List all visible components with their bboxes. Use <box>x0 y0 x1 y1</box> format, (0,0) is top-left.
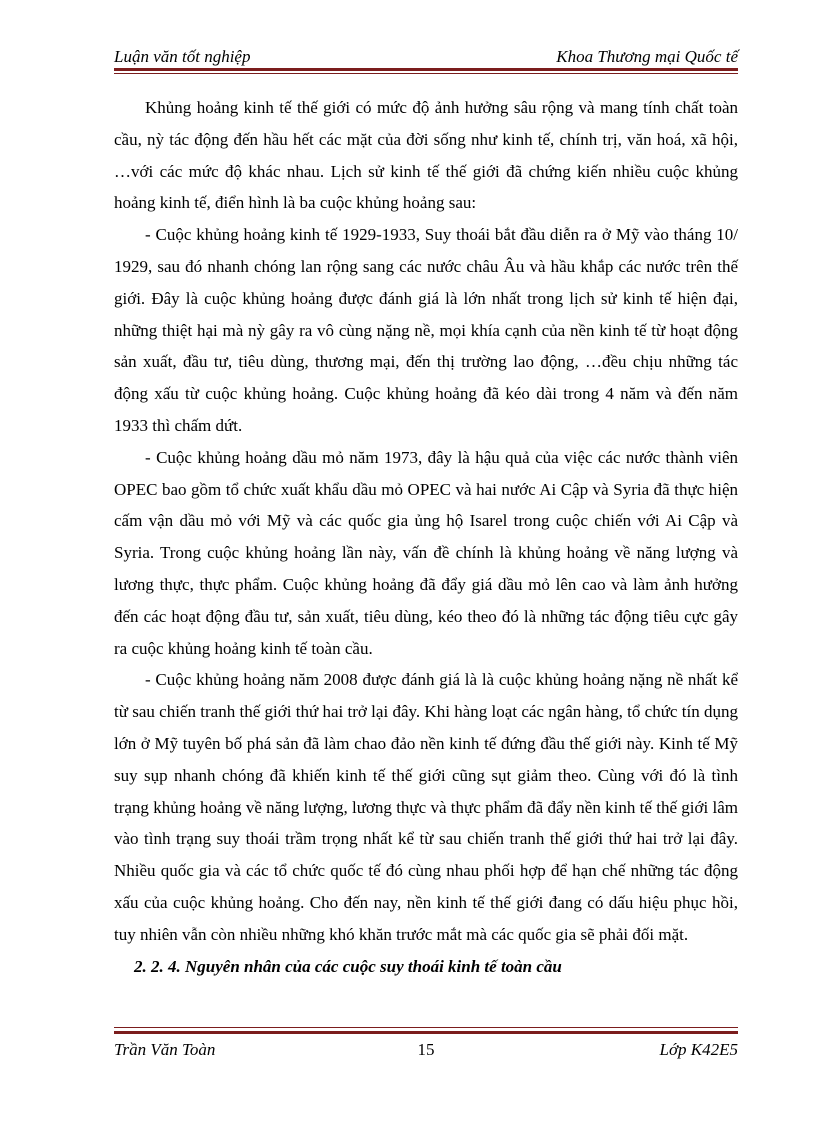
footer-class: Lớp K42E5 <box>659 1040 738 1059</box>
crisis-2008-paragraph: - Cuộc khủng hoảng năm 2008 được đánh giá là là cuộc khủng hoảng nặng nề nhất kể từ sau chiến tranh thế giới thứ hai trở lại đây. Khi hàng loạt các ngân hàng, tổ chức tín dụng lớn ở Mỹ tuyên bố phá sản đã làm chao đảo nền kinh tế đứng đầu thế giới này. Kinh tế Mỹ suy sụp nhanh chóng đã khiến kinh tế thế giới cũng sụt giảm theo. Cùng với đó là tình trạng khủng hoảng về năng lượng, lương thực và thực phẩm đã đẩy nền kinh tế thế giới lâm vào tình trạng suy thoái trầm trọng nhất kể từ sau chiến tranh thế giới thứ hai trở lại đây. Nhiều quốc gia và các tổ chức quốc tế đó cùng nhau phối hợp để hạn chế những tác động xấu của cuộc khủng hoảng. Cho đến nay, nền kinh tế thế giới đang có dấu hiệu phục hồi, tuy nhiên vẫn còn nhiều những khó khăn trước mắt mà các quốc gia sẽ phải đối mặt. <box>114 670 738 944</box>
page-number: 15 <box>417 1040 435 1059</box>
footer-rule-thin <box>114 1027 738 1028</box>
body-text <box>114 92 738 982</box>
intro-paragraph: Khủng hoảng kinh tế thế giới có mức độ ảnh hưởng sâu rộng và mang tính chất toàn cầu, nỳ tác động đến hầu hết các mặt của đời sống như kinh tế, chính trị, văn hoá, xã hội, …với các mức độ khác nhau. Lịch sử kinh tế thế giới đã chứng kiến nhiều cuộc khủng hoảng kinh tế, điển hình là ba cuộc khủng hoảng sau: <box>114 98 738 213</box>
header-rule-thick <box>114 68 738 71</box>
header-rule-thin <box>114 73 738 74</box>
crisis-1929-paragraph: - Cuộc khủng hoảng kinh tế 1929-1933, Suy thoái bắt đầu diễn ra ở Mỹ vào tháng 10/ 1929, sau đó nhanh chóng lan rộng sang các nước châu Âu và hầu khắp các nước trên thế giới. Đây là cuộc khủng hoảng được đánh giá là lớn nhất trong lịch sử kinh tế hiện đại, những thiệt hại mà nỳ gây ra vô cùng nặng nề, mọi khía cạnh của nền kinh tế từ hoạt động sản xuất, đầu tư, tiêu dùng, thương mại, đến thị trường lao động, …đều chịu những tác động xấu từ cuộc khủng hoảng. Cuộc khủng hoảng đã kéo dài trong 4 năm và đến năm 1933 thì chấm dứt. <box>114 225 738 435</box>
footer-rule-thick <box>114 1031 738 1034</box>
section-heading: 2. 2. 4. Nguyên nhân của các cuộc suy thoái kinh tế toàn cầu <box>134 956 562 976</box>
crisis-1973-paragraph: - Cuộc khủng hoảng dầu mỏ năm 1973, đây là hậu quả của việc các nước thành viên OPEC bao gồm tổ chức xuất khẩu dầu mỏ OPEC và hai nước Ai Cập và Syria đã thực hiện cấm vận dầu mỏ với Mỹ và các quốc gia ủng hộ Isarel trong cuộc chiến với Ai Cập và Syria. Trong cuộc khủng hoảng lần này, vấn đề chính là khủng hoảng về năng lượng và lương thực, thực phẩm. Cuộc khủng hoảng đã đẩy giá dầu mỏ lên cao và làm ảnh hưởng đến các hoạt động đầu tư, sản xuất, tiêu dùng, kéo theo đó là những tác động tiêu cực gây ra cuộc khủng hoảng kinh tế toàn cầu. <box>114 447 738 658</box>
header-faculty-label: Khoa Thương mại Quốc tế <box>556 47 738 66</box>
footer-author: Trần Văn Toàn <box>114 1040 216 1059</box>
page-header <box>114 46 738 68</box>
header-thesis-label: Luận văn tốt nghiệp <box>114 47 251 66</box>
